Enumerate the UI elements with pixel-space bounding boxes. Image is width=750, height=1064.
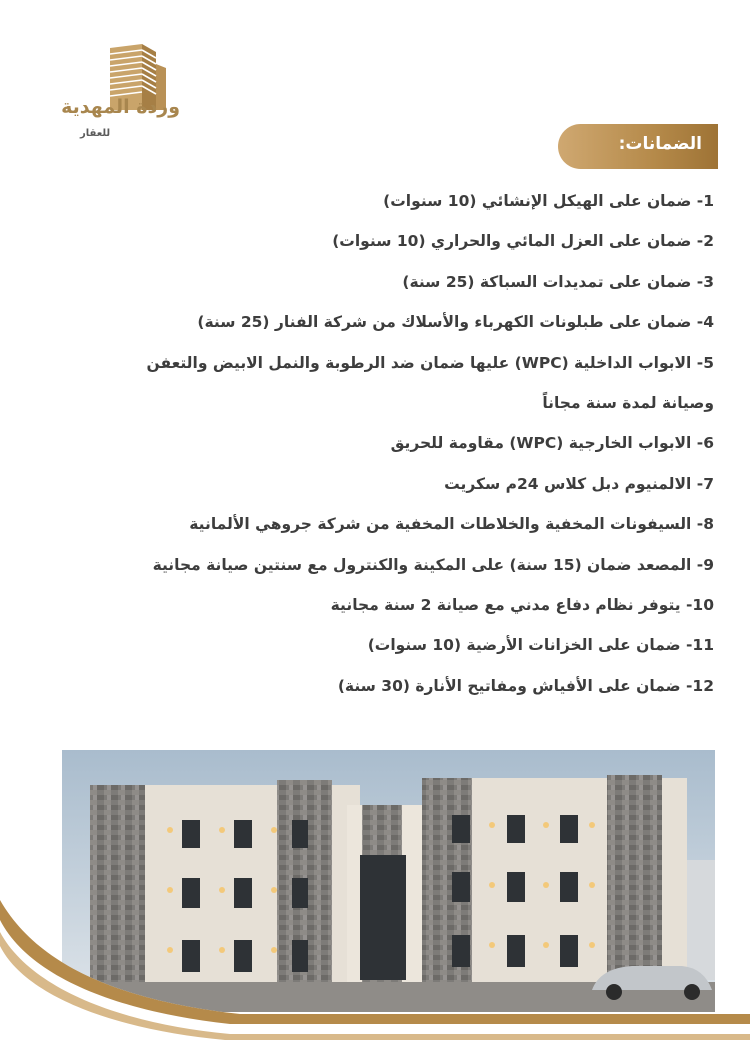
guarantee-item: 12- ضمان على الأفياش ومفاتيح الأنارة (30 سنة) [337, 676, 714, 695]
guarantee-item: 2- ضمان على العزل المائي والحراري (10 سنوات) [332, 232, 714, 251]
guarantee-item: 1- ضمان على الهيكل الإنشائي (10 سنوات) [383, 192, 714, 210]
logo-name: وردة المهدية [61, 96, 180, 118]
guarantee-item: 10- يتوفر نظام دفاع مدني مع صيانة 2 سنة مجانية [330, 595, 714, 614]
guarantee-item: 11- ضمان على الخزانات الأرضية (10 سنوات) [367, 636, 714, 655]
guarantee-item: 7- الالمنيوم دبل كلاس 24م سكريت [444, 474, 714, 493]
building-photo [62, 750, 715, 1012]
section-header-banner [558, 124, 718, 169]
guarantee-item: 3- ضمان على تمديدات السباكة (25 سنة) [402, 272, 714, 291]
guarantee-item: 9- المصعد ضمان (15 سنة) على المكينة والكنترول مع سنتين صيانة مجانية [152, 555, 714, 574]
guarantee-item: 5- الابواب الداخلية (WPC) عليها ضمان ضد الرطوبة والنمل الابيض والتعفن [146, 353, 714, 372]
guarantee-item: 4- ضمان على طبلونات الكهرباء والأسلاك من شركة الفنار (25 سنة) [197, 313, 714, 332]
guarantee-item: 6- الابواب الخارجية (WPC) مقاومة للحريق [390, 434, 714, 453]
guarantee-item: وصيانة لمدة سنة مجاناً [542, 393, 714, 412]
guarantee-item: 8- السيفونات المخفية والخلاطات المخفية من شركة جروهي الألمانية [189, 515, 714, 534]
guarantees-list [114, 181, 714, 706]
section-title: الضمانات: [618, 134, 702, 154]
logo-subtitle: للعقار [80, 128, 111, 139]
